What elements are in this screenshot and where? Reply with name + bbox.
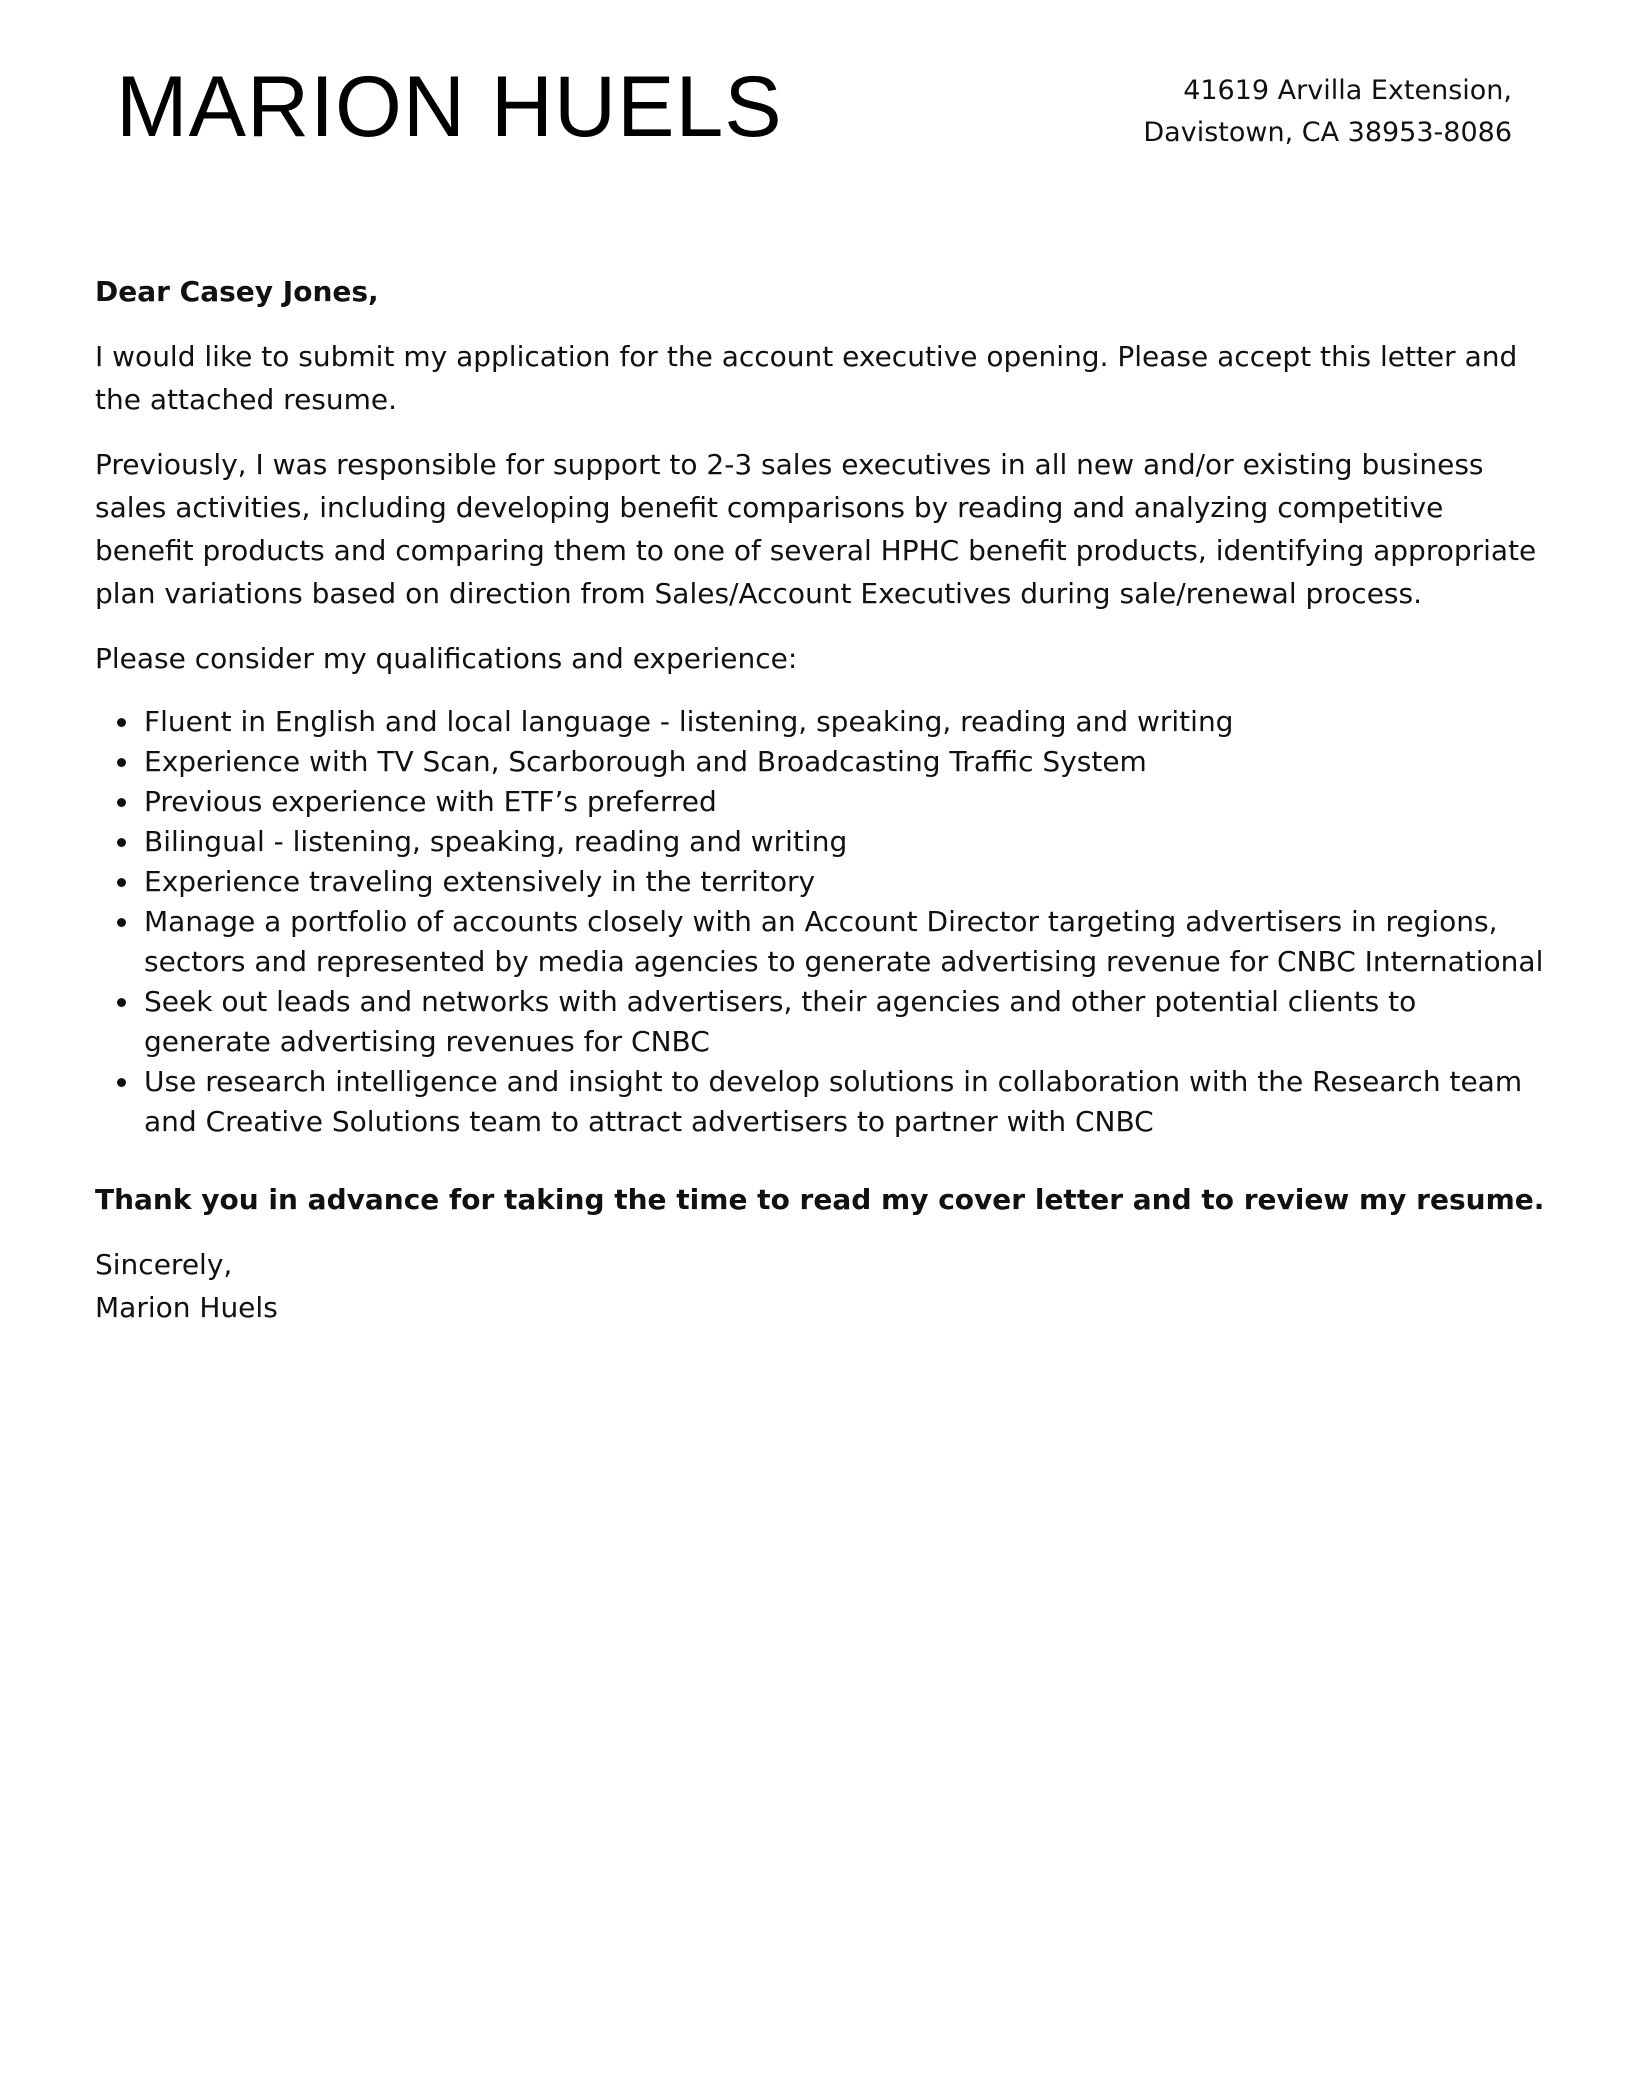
- list-item: Seek out leads and networks with advertisers, their agencies and other potential clients to generate advertising revenues for CNBC: [144, 982, 1545, 1062]
- list-item: Bilingual - listening, speaking, reading and writing: [144, 822, 1545, 862]
- address-block: [1143, 70, 1512, 154]
- closing-block: [95, 1243, 1545, 1329]
- address-line-1: 41619 Arvilla Extension,: [1183, 75, 1512, 106]
- closing-phrase: Sincerely,: [95, 1248, 233, 1281]
- qualifications-intro: Please consider my qualifications and experience:: [95, 642, 798, 675]
- address-line-2: Davistown, CA 38953-8086: [1143, 117, 1512, 148]
- thank-you-note: Thank you in advance for taking the time to read my cover letter and to review my resume.: [95, 1183, 1545, 1216]
- applicant-name: MARION HUELS: [116, 59, 783, 155]
- list-item: Experience with TV Scan, Scarborough and Broadcasting Traffic System: [144, 742, 1545, 782]
- experience-paragraph: Previously, I was responsible for support to 2-3 sales executives in all new and/or existing business sales activities, including developing benefit comparisons by reading and analyzing competitive benefit products and comparing them to one of several HPHC benefit products, identifying appropriate plan variations based on direction from Sales/Account Executives during sale/renewal process.: [95, 448, 1537, 610]
- letter-body: [95, 270, 1545, 1329]
- salutation: Dear Casey Jones,: [95, 275, 379, 308]
- list-item: Manage a portfolio of accounts closely with an Account Director targeting advertisers in regions, sectors and represented by media agencies to generate advertising revenue for CNBC International: [144, 902, 1545, 982]
- qualifications-list: [95, 702, 1545, 1142]
- list-item: Experience traveling extensively in the territory: [144, 862, 1545, 902]
- signature: Marion Huels: [95, 1291, 278, 1324]
- intro-paragraph: I would like to submit my application for the account executive opening. Please accept this letter and the attached resume.: [95, 340, 1518, 416]
- list-item: Previous experience with ETF’s preferred: [144, 782, 1545, 822]
- list-item: Fluent in English and local language - listening, speaking, reading and writing: [144, 702, 1545, 742]
- list-item: Use research intelligence and insight to develop solutions in collaboration with the Research team and Creative Solutions team to attract advertisers to partner with CNBC: [144, 1062, 1545, 1142]
